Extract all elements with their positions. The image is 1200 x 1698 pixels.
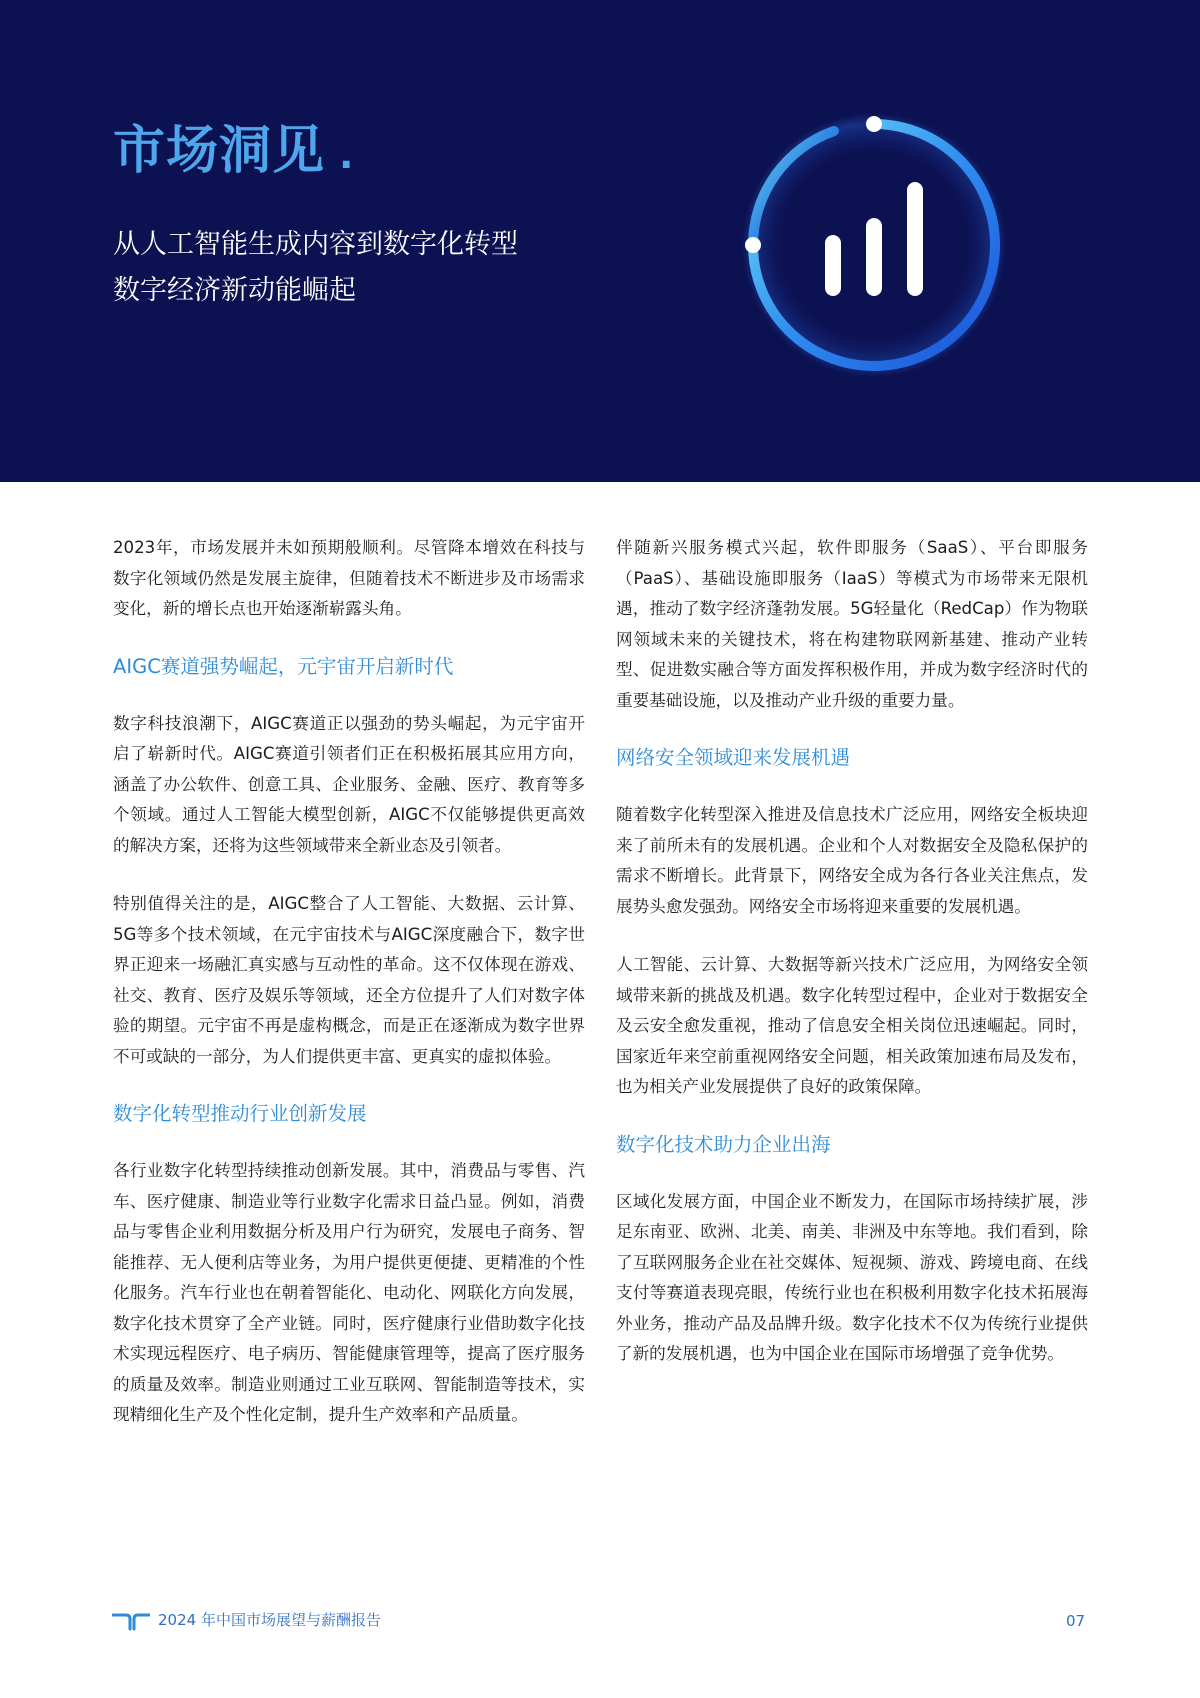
hero-banner [0,0,1200,482]
section-heading-aigc: AIGC赛道强势崛起，元宇宙开启新时代 [113,654,454,678]
right-column [616,533,1088,1398]
hero-subtitle-line1: 从人工智能生成内容到数字化转型 [113,229,518,260]
paragraph: 数字科技浪潮下，AIGC赛道正以强劲的势头崛起，为元宇宙开启了崭新时代。AIGC赛道引领者们正在积极拓展其应用方向，涵盖了办公软件、创意工具、企业服务、金融、医疗、教育等多个领域。通过人工智能大模型创新，AIGC不仅能够提供更高效的解决方案，还将为这些领域带来全新业态及引领者。 [113,713,585,855]
section-heading-digital-transformation: 数字化转型推动行业创新发展 [113,1102,367,1125]
hero-subtitle-line2: 数字经济新动能崛起 [113,275,356,306]
footer-report-title: 2024 年中国市场展望与薪酬报告 [158,1611,381,1629]
section-heading-going-global: 数字化技术助力企业出海 [616,1132,831,1156]
paragraph: 伴随新兴服务模式兴起，软件即服务（SaaS）、平台即服务（PaaS）、基础设施即服务（IaaS）等模式为市场带来无限机遇，推动了数字经济蓬勃发展。5G轻量化（RedCap）作为物联网领域未来的关键技术，将在构建物联网新基建、推动产业转型、促进数实融合等方面发挥积极作用，并成为数字经济时代的重要基础设施，以及推动产业升级的重要力量。 [616,538,1088,710]
intro-paragraph: 2023年，市场发展并未如预期般顺利。尽管降本增效在科技与数字化领域仍然是发展主旋律，但随着技术不断进步及市场需求变化，新的增长点也开始逐渐崭露头角。 [113,538,585,618]
paragraph: 随着数字化转型深入推进及信息技术广泛应用，网络安全板块迎来了前所未有的发展机遇。企业和个人对数据安全及隐私保护的需求不断增长。此背景下，网络安全成为各行各业关注焦点，发展势头愈发强劲。网络安全市场将迎来重要的发展机遇。 [616,805,1088,916]
company-logo-icon [112,1609,150,1631]
paragraph: 特别值得关注的是，AIGC整合了人工智能、大数据、云计算、5G等多个技术领域，在元宇宙技术与AIGC深度融合下，数字世界正迎来一场融汇真实感与互动性的革命。这不仅体现在游戏、社交、教育、医疗及娱乐等领域，还全方位提升了人们对数字体验的期望。元宇宙不再是虚构概念，而是正在逐渐成为数字世界不可或缺的一部分，为人们提供更丰富、更真实的虚拟体验。 [113,894,585,1066]
paragraph: 各行业数字化转型持续推动创新发展。其中，消费品与零售、汽车、医疗健康、制造业等行业数字化需求日益凸显。例如，消费品与零售企业利用数据分析及用户行为研究，发展电子商务、智能推荐、无人便利店等业务，为用户提供更便捷、更精准的个性化服务。汽车行业也在朝着智能化、电动化、网联化方向发展，数字化技术贯穿了全产业链。同时，医疗健康行业借助数字化技术实现远程医疗、电子病历、智能健康管理等，提高了医疗服务的质量及效率。制造业则通过工业互联网、智能制造等技术，实现精细化生产及个性化定制，提升生产效率和产品质量。 [113,1161,585,1424]
page-title [113,108,354,183]
page-number: 07 [1066,1612,1086,1630]
paragraph: 区域化发展方面，中国企业不断发力，在国际市场持续扩展，涉足东南亚、欧洲、北美、南美、非洲及中东等地。我们看到，除了互联网服务企业在社交媒体、短视频、游戏、跨境电商、在线支付等赛道表现亮眼，传统行业也在积极利用数字化技术拓展海外业务，推动产品及品牌升级。数字化技术不仅为传统行业提供了新的发展机遇，也为中国企业在国际市场增强了竞争优势。 [616,1191,1088,1363]
paragraph: 人工智能、云计算、大数据等新兴技术广泛应用，为网络安全领域带来新的挑战及机遇。数字化转型过程中，企业对于数据安全及云安全愈发重视，推动了信息安全相关岗位迅速崛起。同时，国家近年来空前重视网络安全问题，相关政策加速布局及发布，也为相关产业发展提供了良好的政策保障。 [616,955,1088,1096]
hero-subtitle [113,222,518,314]
left-column [113,533,585,1459]
page-title-dot: . [339,133,355,177]
section-heading-cybersecurity: 网络安全领域迎来发展机遇 [616,746,851,769]
bar-chart-ring-icon [736,108,1016,388]
page-title-text: 市场洞见 [113,121,326,181]
